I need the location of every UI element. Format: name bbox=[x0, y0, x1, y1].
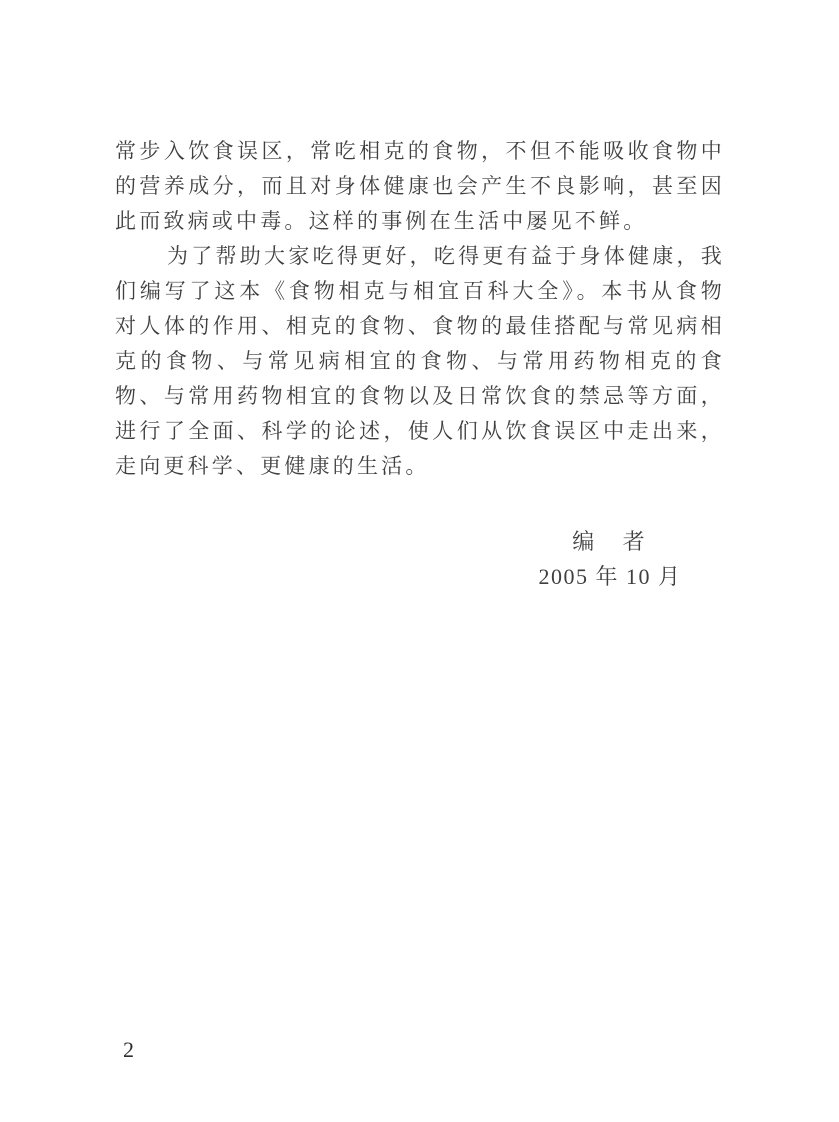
preface-line: 进行了全面、科学的论述，使人们从饮食误区中走出来， bbox=[115, 419, 725, 443]
signature-date: 2005 年 10 月 bbox=[538, 564, 682, 589]
preface-line: 此而致病或中毒。这样的事例在生活中屡见不鲜。 bbox=[115, 209, 648, 233]
page-number: 2 bbox=[123, 1037, 134, 1062]
preface-line: 物、与常用药物相宜的食物以及日常饮食的禁忌等方面， bbox=[115, 384, 725, 408]
preface-line: 的营养成分，而且对身体健康也会产生不良影响，甚至因 bbox=[115, 174, 725, 198]
preface-line: 走向更科学、更健康的生活。 bbox=[115, 454, 430, 478]
preface-line: 常步入饮食误区，常吃相克的食物，不但不能吸收食物中 bbox=[115, 139, 725, 163]
preface-line: 们编写了这本《食物相克与相宜百科大全》。本书从食物 bbox=[115, 279, 725, 303]
preface-body bbox=[115, 134, 725, 484]
signature-author: 编 者 bbox=[572, 529, 648, 554]
preface-line: 为了帮助大家吃得更好，吃得更有益于身体健康，我 bbox=[167, 244, 725, 268]
preface-line: 对人体的作用、相克的食物、食物的最佳搭配与常见病相 bbox=[115, 314, 725, 338]
preface-line: 克的食物、与常见病相宜的食物、与常用药物相克的食 bbox=[115, 349, 725, 373]
signature-block bbox=[455, 524, 765, 594]
